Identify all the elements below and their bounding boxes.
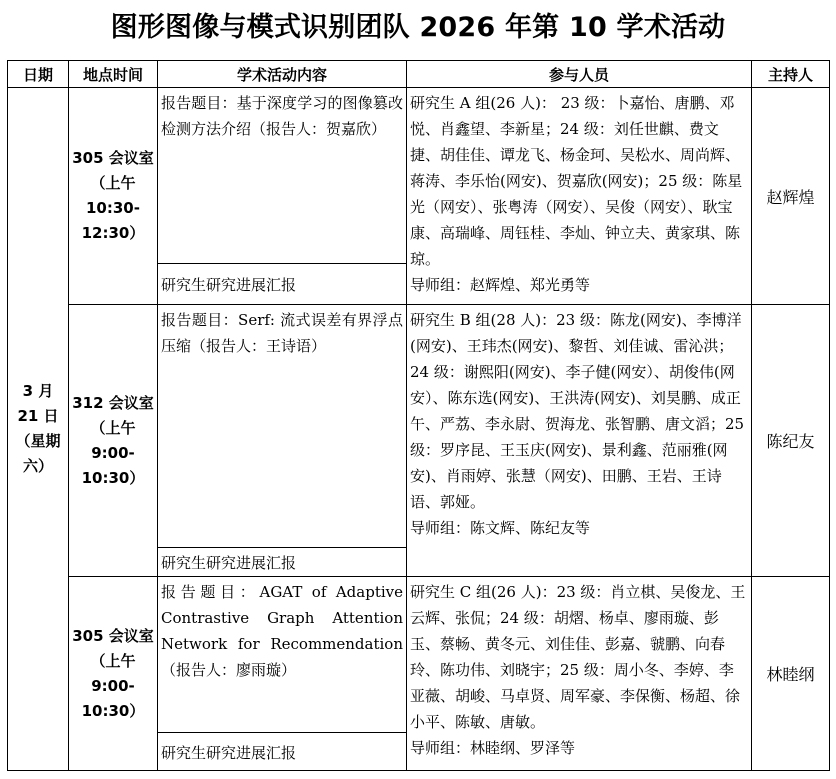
table-row — [8, 305, 830, 548]
header-date: 日期 — [8, 61, 69, 88]
session-host: 林睦纲 — [752, 577, 830, 771]
header-content: 学术活动内容 — [158, 61, 407, 88]
header-host: 主持人 — [752, 61, 830, 88]
advisor-group: 导师组：陈文辉、陈纪友等 — [410, 519, 591, 537]
session-topic: 报告题目：基于深度学习的图像篡改检测方法介绍（报告人：贺嘉欣） — [158, 88, 407, 264]
advisor-group: 导师组：林睦纲、罗泽等 — [410, 739, 576, 757]
participants-list: 研究生 C 组(26 人)：23 级：肖立棋、吴俊龙、王云辉、张侃；24 级：胡熠、杨卓、廖雨璇、彭玉、蔡畅、黄冬元、刘佳佳、彭嘉、虢鹏、向春玲、陈功伟、刘晓宇；25 级：周小冬、李婷、李亚薇、胡峻、马卓贤、周军豪、李保衡、杨超、徐小平、陈敏、唐敏。 — [410, 583, 746, 731]
session-progress: 研究生研究进展汇报 — [158, 733, 407, 771]
participants-list: 研究生 A 组(26 人)： 23 级：卜嘉怡、唐鹏、邓悦、肖鑫望、李新星；24 级：刘任世麒、费文捷、胡佳佳、谭龙飞、杨金珂、吴松水、周尚辉、蒋涛、李乐怡(网安)、贺嘉欣(网安)；25 级：陈星光（网安）、张粤涛（网安）、吴俊（网安）、耿宝康、高瑞峰、周钰桂、李灿、钟立夫、黄家琪、陈琼。 — [410, 94, 743, 268]
session-location: 305 会议室（上午 9:00-10:30） — [69, 577, 158, 771]
session-participants — [407, 88, 752, 305]
date-cell: 3 月 21 日（星期六） — [8, 88, 69, 771]
schedule-table — [7, 60, 830, 771]
table-row — [8, 577, 830, 733]
session-location: 305 会议室（上午 10:30-12:30） — [69, 88, 158, 305]
session-host: 赵辉煌 — [752, 88, 830, 305]
page-title: 图形图像与模式识别团队 2026 年第 10 学术活动 — [110, 12, 726, 43]
participants-list: 研究生 B 组(28 人)：23 级：陈龙(网安)、李博洋(网安)、王玮杰(网安)、黎哲、刘佳诚、雷沁洪；24 级：谢熙阳(网安)、李子健(网安）、胡俊伟(网安）、陈东选(网安)、王洪涛(网安)、刘昊鹏、成正午、严荔、李永尉、贺海龙、张智鹏、唐文滔；25 级：罗序昆、王玉庆(网安)、景利鑫、范丽雅(网安)、肖雨婷、张慧（网安)、田鹏、王岩、王诗语、郭娅。 — [410, 311, 745, 511]
session-progress: 研究生研究进展汇报 — [158, 264, 407, 305]
advisor-group: 导师组：赵辉煌、郑光勇等 — [410, 276, 591, 294]
session-participants — [407, 305, 752, 577]
header-location: 地点时间 — [69, 61, 158, 88]
session-participants — [407, 577, 752, 771]
session-topic: 报告题目：AGAT of Adaptive Contrastive Graph Attention Network for Recommendation（报告人：廖雨璇） — [158, 577, 407, 733]
session-progress: 研究生研究进展汇报 — [158, 548, 407, 577]
session-host: 陈纪友 — [752, 305, 830, 577]
session-topic: 报告题目：Serf: 流式误差有界浮点压缩（报告人：王诗语） — [158, 305, 407, 548]
table-header-row — [8, 61, 830, 88]
session-location: 312 会议室（上午 9:00-10:30） — [69, 305, 158, 577]
table-row — [8, 88, 830, 264]
header-participants: 参与人员 — [407, 61, 752, 88]
